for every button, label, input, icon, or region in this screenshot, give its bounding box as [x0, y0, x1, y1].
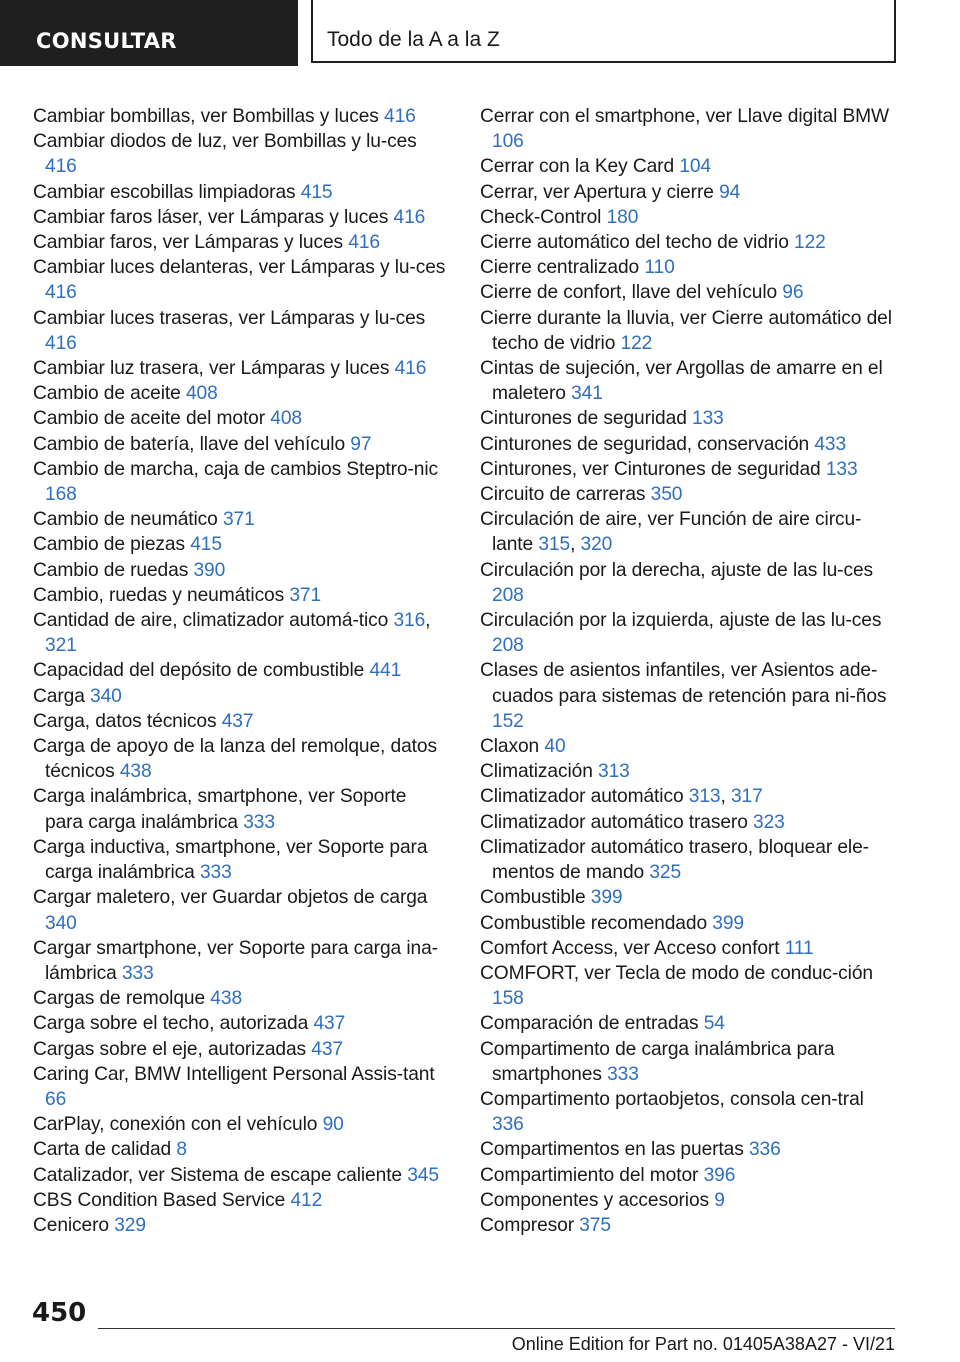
index-entry-text: Cambio de aceite del motor: [33, 408, 266, 430]
index-entry-text: Cambio de marcha, caja de cambios Steptro-nic: [33, 458, 439, 480]
page-reference-link[interactable]: 390: [193, 559, 226, 581]
page-reference-link[interactable]: 437: [313, 1013, 346, 1035]
page-reference-link[interactable]: 437: [311, 1038, 343, 1060]
chapter-title: Todo de la A a la Z: [311, 0, 896, 63]
page-reference-link[interactable]: 106: [492, 131, 524, 153]
page-reference-link[interactable]: 375: [579, 1214, 611, 1236]
page-reference-link[interactable]: 104: [679, 156, 711, 178]
index-entry-text: Cantidad de aire, climatizador automá-tico: [33, 610, 389, 632]
page-reference-link[interactable]: 345: [407, 1164, 439, 1186]
page-reference-link[interactable]: 321: [45, 635, 77, 657]
page-reference-link[interactable]: 97: [350, 433, 372, 455]
index-entry-text: Cierre durante la lluvia, ver Cierre automático del techo de vidrio: [480, 307, 892, 354]
index-entry-text: Comparación de entradas: [480, 1013, 699, 1035]
page-reference-link[interactable]: 399: [712, 912, 744, 934]
index-entry: [33, 734, 448, 784]
index-entry: [480, 911, 895, 936]
page-reference-link[interactable]: 158: [492, 988, 524, 1010]
index-entry-text: Comfort Access, ver Acceso confort: [480, 937, 780, 959]
index-entry: [33, 784, 448, 834]
page-reference-link[interactable]: 416: [394, 358, 427, 380]
page-reference-link[interactable]: 408: [270, 408, 302, 430]
index-entry: [33, 1112, 448, 1137]
page-reference-link[interactable]: 316: [393, 610, 426, 632]
index-entry: [33, 381, 448, 406]
page-reference-link[interactable]: 9: [714, 1189, 725, 1211]
page-reference-link[interactable]: 408: [185, 383, 218, 405]
index-entry-text: Carta de calidad: [33, 1139, 172, 1161]
index-entry: [33, 1213, 448, 1238]
index-entry: [33, 180, 448, 205]
index-entry-text: Circulación por la derecha, ajuste de las lu-ces: [480, 559, 874, 581]
index-entry-text: Check-Control: [480, 206, 602, 228]
page-reference-link[interactable]: 90: [322, 1114, 344, 1136]
index-entry: [33, 684, 448, 709]
index-entry: [33, 532, 448, 557]
page-reference-link[interactable]: 416: [45, 282, 77, 304]
page-reference-link[interactable]: 313: [598, 761, 630, 783]
index-entry: [33, 1137, 448, 1162]
index-entry: [33, 709, 448, 734]
index-entry-text: Capacidad del depósito de combustible: [33, 660, 365, 682]
index-entry: [33, 1163, 448, 1188]
index-entry-text: Cenicero: [33, 1214, 109, 1236]
index-entry: [480, 180, 895, 205]
index-entry-text: Cerrar con la Key Card: [480, 156, 675, 178]
index-entry-text: Cambiar escobillas limpiadoras: [33, 181, 296, 203]
page-reference-link[interactable]: 168: [45, 484, 77, 506]
index-entry-text: Cierre de confort, llave del vehículo: [480, 282, 778, 304]
index-entry: [480, 936, 895, 961]
index-entry: [33, 356, 448, 381]
page-reference-link[interactable]: 320: [580, 534, 613, 556]
index-entry-text: Combustible recomendado: [480, 912, 708, 934]
page-reference-link[interactable]: 8: [176, 1139, 187, 1161]
index-entry-text: Cinturones, ver Cinturones de seguridad: [480, 458, 821, 480]
index-entry: [33, 432, 448, 457]
index-entry: [33, 835, 448, 885]
page-reference-link[interactable]: 133: [692, 408, 724, 430]
index-entry: [33, 986, 448, 1011]
footer-divider: [98, 1328, 895, 1329]
index-entry-text: Circulación de aire, ver Función de aire circu-lante: [480, 509, 862, 556]
page-reference-link[interactable]: 396: [703, 1164, 736, 1186]
index-entry: [480, 1137, 895, 1162]
index-entry-text: Cambio de piezas: [33, 534, 185, 556]
page-reference-link[interactable]: 438: [210, 988, 243, 1010]
index-entry-text: Carga de apoyo de la lanza del remolque, datos técnicos: [33, 736, 437, 783]
page-reference-link[interactable]: 94: [719, 181, 741, 203]
page-reference-link[interactable]: 336: [748, 1139, 781, 1161]
page-reference-link[interactable]: 208: [492, 584, 524, 606]
index-entry-text: Cinturones de seguridad: [480, 408, 687, 430]
page-reference-link[interactable]: 340: [45, 912, 77, 934]
index-entry-text: CarPlay, conexión con el vehículo: [33, 1114, 318, 1136]
page-reference-link[interactable]: 416: [45, 156, 77, 178]
index-entry: [480, 280, 895, 305]
index-column-left: [33, 104, 448, 1238]
index-entry-text: Cargas de remolque: [33, 988, 206, 1010]
page-reference-link[interactable]: 329: [114, 1214, 146, 1236]
index-entry-text: Cintas de sujeción, ver Argollas de amarre en el maletero: [480, 358, 883, 405]
page-reference-link[interactable]: 66: [45, 1088, 67, 1110]
index-entry-text: Climatizador automático: [480, 786, 684, 808]
index-column-right: [480, 104, 895, 1238]
index-entry-text: Circulación por la izquierda, ajuste de las lu-ces: [480, 610, 882, 632]
page-reference-link[interactable]: 96: [782, 282, 804, 304]
page-reference-link[interactable]: 399: [590, 887, 623, 909]
index-entry: [480, 885, 895, 910]
index-entry-text: Carga: [33, 685, 85, 707]
page-reference-link[interactable]: 350: [650, 484, 683, 506]
page-reference-link[interactable]: 208: [492, 635, 524, 657]
page-reference-link[interactable]: 111: [784, 937, 814, 959]
index-entry: [480, 205, 895, 230]
index-entry-text: Cargas sobre el eje, autorizadas: [33, 1038, 307, 1060]
index-entry-text: Cargar maletero, ver Guardar objetos de carga: [33, 887, 428, 909]
index-entry: [480, 759, 895, 784]
index-entry: [33, 406, 448, 431]
index-entry: [480, 1163, 895, 1188]
page-number: 450: [32, 1298, 87, 1328]
index-entry-text: Compartimento de carga inalámbrica para smartphones: [480, 1038, 835, 1085]
page-reference-link[interactable]: 323: [753, 811, 785, 833]
index-entry-text: Climatizador automático trasero, bloquear ele-mentos de mando: [480, 836, 869, 884]
index-entry-text: Carga sobre el techo, autorizada: [33, 1013, 309, 1035]
index-entry-text: Cerrar con el smartphone, ver Llave digital BMW: [480, 106, 890, 127]
index-entry: [33, 104, 448, 129]
index-entry-text: Cambiar faros, ver Lámparas y luces: [33, 232, 344, 254]
index-entry: [480, 558, 895, 608]
index-entry: [480, 734, 895, 759]
index-entry-text: Cambiar luces traseras, ver Lámparas y lu-ces: [33, 307, 426, 329]
index-entry-text: Combustible: [480, 887, 586, 909]
index-entry-text: Componentes y accesorios: [480, 1189, 710, 1211]
page-reference-link[interactable]: 54: [703, 1013, 725, 1035]
page-reference-link[interactable]: 371: [222, 509, 255, 531]
index-entry-text: Cambiar luces delanteras, ver Lámparas y lu-ces: [33, 257, 446, 279]
page-reference-link[interactable]: 313: [688, 786, 721, 808]
index-entry: [33, 583, 448, 608]
footer-edition: Online Edition for Part no. 01405A38A27 - VI/21: [511, 1334, 895, 1354]
page-reference-link[interactable]: 415: [300, 181, 333, 203]
index-entry-text: Cambio de batería, llave del vehículo: [33, 433, 346, 455]
index-entry: [480, 810, 895, 835]
index-entry-text: Clases de asientos infantiles, ver Asientos ade-cuados para sistemas de retención para ni-ños: [480, 660, 887, 707]
index-entry-text: Cambiar faros láser, ver Lámparas y luces: [33, 206, 389, 228]
index-entry-text: Cinturones de seguridad, conservación: [480, 433, 810, 455]
index-entry-text: Cargar smartphone, ver Soporte para carga ina-lámbrica: [33, 937, 438, 984]
page-reference-link[interactable]: 40: [544, 736, 566, 758]
index-entry-text: Carga inductiva, smartphone, ver Soporte para carga inalámbrica: [33, 836, 428, 884]
index-entry: [480, 306, 895, 356]
index-entry-text: Cierre automático del techo de vidrio: [480, 232, 789, 254]
page-reference-link[interactable]: 438: [119, 761, 152, 783]
index-entry: [480, 1188, 895, 1213]
index-entry: [33, 255, 448, 305]
index-entry-text: Circuito de carreras: [480, 484, 646, 506]
index-entry: [480, 1011, 895, 1036]
index-entry: [480, 406, 895, 431]
index-entry: [480, 608, 895, 658]
index-entry: [480, 104, 895, 154]
page-reference-link[interactable]: 437: [221, 710, 254, 732]
index-entry: [480, 482, 895, 507]
index-entry-text: Cierre centralizado: [480, 257, 640, 279]
page-reference-link[interactable]: 416: [45, 332, 77, 354]
page-reference-link[interactable]: 371: [289, 584, 322, 606]
page-reference-link[interactable]: 333: [243, 811, 275, 833]
index-entry-text: Compartimentos en las puertas: [480, 1139, 744, 1161]
index-entry: [33, 1037, 448, 1062]
page-reference-link[interactable]: 333: [199, 862, 232, 884]
index-entry: [33, 885, 448, 935]
section-tab: CONSULTAR: [0, 0, 298, 66]
index-entry: [480, 1213, 895, 1238]
index-entry: [480, 154, 895, 179]
index-entry-text: COMFORT, ver Tecla de modo de conduc-ción: [480, 962, 873, 984]
index-entry: [33, 936, 448, 986]
index-entry-text: Caring Car, BMW Intelligent Personal Assis-tant: [33, 1063, 435, 1085]
index-entry-text: Compresor: [480, 1214, 574, 1236]
index-entry: [480, 432, 895, 457]
index-entry-text: Cambio de ruedas: [33, 559, 189, 581]
index-entry-text: Climatizador automático trasero: [480, 811, 748, 833]
page-reference-link[interactable]: 333: [607, 1063, 639, 1085]
index-entry: [33, 1011, 448, 1036]
index-entry: [480, 1037, 895, 1087]
index-entry: [480, 457, 895, 482]
index-entry: [33, 658, 448, 683]
index-entry-text: CBS Condition Based Service: [33, 1189, 286, 1211]
index-entry-text: Carga inalámbrica, smartphone, ver Soporte para carga inalámbrica: [33, 786, 407, 833]
index-entry: Cantidad de aire, climatizador automá-tico 316, 321: [33, 610, 431, 657]
index-entry-text: Compartimento portaobjetos, consola cen-tral: [480, 1088, 864, 1110]
index-entry-text: Cerrar, ver Apertura y cierre: [480, 181, 714, 203]
index-entry: [33, 306, 448, 356]
page-reference-link[interactable]: 340: [90, 685, 122, 707]
page-reference-link[interactable]: 333: [121, 962, 154, 984]
page-reference-link[interactable]: 152: [492, 710, 524, 732]
page-reference-link[interactable]: 433: [814, 433, 847, 455]
index-entry: [480, 255, 895, 280]
index-entry-text: Cambio de neumático: [33, 509, 218, 531]
page-reference-link[interactable]: 180: [606, 206, 639, 228]
index-entry: [33, 507, 448, 532]
page-reference-link[interactable]: 325: [649, 862, 682, 884]
index-entry: [33, 558, 448, 583]
index-entry-text: Compartimiento del motor: [480, 1164, 699, 1186]
page-reference-link[interactable]: 415: [190, 534, 222, 556]
page-reference-link[interactable]: 416: [384, 106, 416, 127]
index-entry-text: Cambio, ruedas y neumáticos: [33, 584, 285, 606]
index-entry: Circulación de aire, ver Función de aire circu-lante 315, 320: [480, 509, 862, 556]
index-entry: [480, 658, 895, 734]
index-entry: [33, 1188, 448, 1213]
index-entry: [480, 230, 895, 255]
index-entry-text: Catalizador, ver Sistema de escape caliente: [33, 1164, 402, 1186]
index-entry-text: Claxon: [480, 736, 540, 758]
page-reference-link[interactable]: 341: [571, 383, 603, 405]
index-entry: [480, 356, 895, 406]
page-reference-link[interactable]: 133: [825, 458, 858, 480]
index-entry: [480, 961, 895, 1011]
index-entry-text: Cambio de aceite: [33, 383, 181, 405]
page-reference-link[interactable]: 412: [290, 1189, 323, 1211]
index-entry: [33, 230, 448, 255]
page-reference-link[interactable]: 416: [393, 206, 426, 228]
page-reference-link[interactable]: 110: [644, 257, 675, 279]
index-entry: [480, 1087, 895, 1137]
index-entry-text: Cambiar bombillas, ver Bombillas y luces: [33, 106, 379, 127]
page-reference-link[interactable]: 441: [369, 660, 402, 682]
index-entry: [480, 835, 895, 885]
page-reference-link[interactable]: 416: [348, 232, 380, 254]
index-entry: [33, 1062, 448, 1112]
index-entry-text: Cambiar luz trasera, ver Lámparas y luces: [33, 358, 390, 380]
page-reference-link[interactable]: 122: [620, 332, 653, 354]
index-entry: [33, 129, 448, 179]
page-reference-link[interactable]: 317: [730, 786, 763, 808]
index-entry: [33, 457, 448, 507]
index-entry-text: Carga, datos técnicos: [33, 710, 217, 732]
index-entry-text: Cambiar diodos de luz, ver Bombillas y lu-ces: [33, 131, 417, 153]
index-entry: [33, 205, 448, 230]
page-reference-link[interactable]: 122: [794, 232, 826, 254]
page-header: [0, 0, 960, 66]
page-reference-link[interactable]: 336: [492, 1114, 524, 1136]
index-entry-text: Climatización: [480, 761, 593, 783]
page-reference-link[interactable]: 315: [538, 534, 571, 556]
index-entry: Climatizador automático 313, 317: [480, 786, 763, 808]
